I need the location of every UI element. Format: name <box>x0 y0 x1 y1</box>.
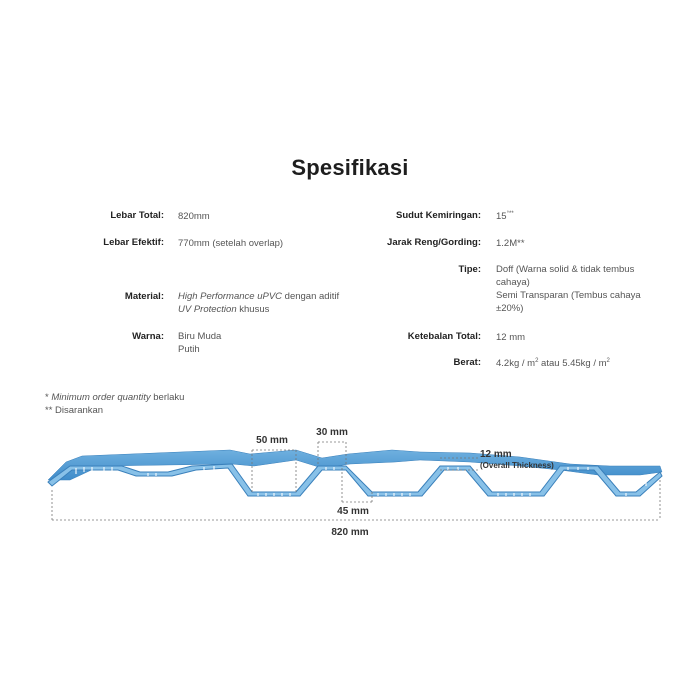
berat-sup-b: 2 <box>606 357 610 364</box>
dim-label-12: 12 mm <box>480 449 512 460</box>
spec-label-jarak: Jarak Reng/Gording: <box>387 237 481 248</box>
material-italic-1: High Performance uPVC <box>178 291 283 302</box>
spec-value-ketebalan: 12 mm <box>496 332 526 343</box>
material-italic-2: UV Protection <box>178 304 237 315</box>
berat-a: 4.2kg / m <box>496 358 536 369</box>
note-moq-italic: Minimum order quantity <box>51 392 151 403</box>
page-title: Spesifikasi <box>291 155 409 180</box>
note-disarankan: ** Disarankan <box>45 405 104 416</box>
spec-label-tipe: Tipe: <box>458 264 481 275</box>
spec-value-lebar-efektif: 770mm (setelah overlap) <box>178 238 284 249</box>
berat-sup-a: 2 <box>535 357 539 364</box>
spec-label-lebar-efektif: Lebar Efektif: <box>103 237 164 248</box>
spec-value-lebar-total: 820mm <box>178 211 210 222</box>
tipe-line-1: Doff (Warna solid & tidak tembus cahaya) <box>496 264 635 288</box>
warna-line-2: Putih <box>178 344 200 355</box>
roof-profile-diagram <box>0 420 700 550</box>
spec-value-tipe <box>496 263 658 315</box>
spec-label-lebar-total: Lebar Total: <box>110 210 164 221</box>
tipe-line-2: Semi Transparan (Tembus cahaya ±20%) <box>496 290 641 314</box>
note-moq-suffix: berlaku <box>150 392 185 403</box>
spec-label-material: Material: <box>124 291 164 302</box>
sudut-sup: °** <box>506 210 514 217</box>
spec-label-warna: Warna: <box>132 331 164 342</box>
sudut-value: 15 <box>496 211 507 222</box>
note-moq-prefix: * <box>45 392 52 403</box>
roof-front-profile <box>48 464 662 496</box>
dim-label-50: 50 mm <box>256 435 288 446</box>
spec-value-jarak: 1.2M** <box>496 238 525 249</box>
berat-b: atau 5.45kg / m <box>538 358 607 369</box>
spec-value-warna <box>178 330 353 356</box>
dim-label-45: 45 mm <box>337 506 369 517</box>
dim-label-820: 820 mm <box>331 527 369 538</box>
spec-value-material <box>178 290 343 316</box>
material-text-1: dengan aditif <box>282 291 340 302</box>
spec-value-sudut <box>496 210 686 223</box>
material-text-2: khusus <box>236 304 270 315</box>
dim-label-30: 30 mm <box>316 427 348 438</box>
note-moq <box>45 392 184 403</box>
spec-label-berat: Berat: <box>453 357 481 368</box>
spec-label-sudut: Sudut Kemiringan: <box>396 210 481 221</box>
spec-value-berat <box>496 357 686 370</box>
warna-line-1: Biru Muda <box>178 331 222 342</box>
dim-label-12-sub: (Overall Thickness) <box>480 461 554 470</box>
spec-label-ketebalan: Ketebalan Total: <box>407 331 481 342</box>
